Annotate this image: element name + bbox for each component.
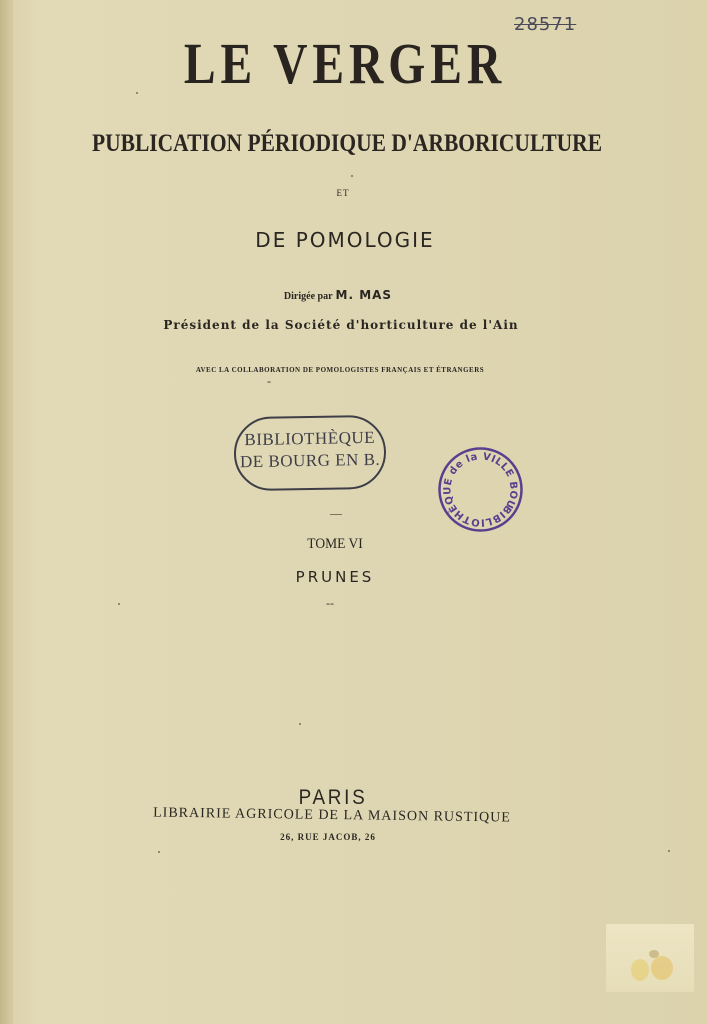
imprint-publisher: LIBRAIRIE AGRICOLE DE LA MAISON RUSTIQUE (153, 805, 511, 826)
paper-speck (158, 851, 160, 853)
book-subtitle: PUBLICATION PÉRIODIQUE D'ARBORICULTURE (91, 130, 603, 157)
separator-dash: - (267, 374, 271, 388)
paper-speck (136, 92, 138, 94)
book-subtitle-2: DE POMOLOGIE (255, 228, 435, 252)
director-line (0, 288, 676, 303)
directed-prefix: Dirigée par (283, 291, 333, 302)
paper-speck (118, 603, 120, 605)
paper-speck (668, 850, 670, 852)
volume-number: TOME VI (307, 536, 363, 552)
president-line: Président de la Société d'horticulture de l'Ain (163, 318, 519, 332)
imprint-address: 26, RUE JACOB, 26 (280, 832, 376, 842)
library-stamp-round (438, 447, 523, 532)
imprint-city: PARIS (298, 786, 368, 809)
paper-speck (299, 723, 301, 725)
page-spine-shadow (0, 0, 13, 1024)
book-title: LE VERGER (183, 31, 507, 96)
separator-dash-3: -- (326, 596, 334, 610)
volume-title: PRUNES (295, 568, 375, 586)
library-stamp-oval (233, 415, 386, 492)
stamp-round-text: BIBLIOTHÈQUE de la VILLE BOURG (442, 451, 519, 528)
stamp-oval-line-2: DE BOURG EN B. (239, 449, 381, 472)
subtitle-conjunction: ET (336, 188, 350, 198)
accession-number: 28571 (514, 14, 577, 35)
stamp-oval-line-1: BIBLIOTHÈQUE (244, 427, 376, 450)
fruit-icon (606, 924, 694, 992)
corner-thumbnail (606, 924, 694, 992)
separator-dash-2: — (330, 506, 342, 520)
collaboration-line: AVEC LA COLLABORATION DE POMOLOGISTES FRANÇAIS ET ÉTRANGERS (195, 366, 485, 374)
paper-speck (351, 175, 353, 177)
director-name: M. MAS (335, 288, 393, 302)
